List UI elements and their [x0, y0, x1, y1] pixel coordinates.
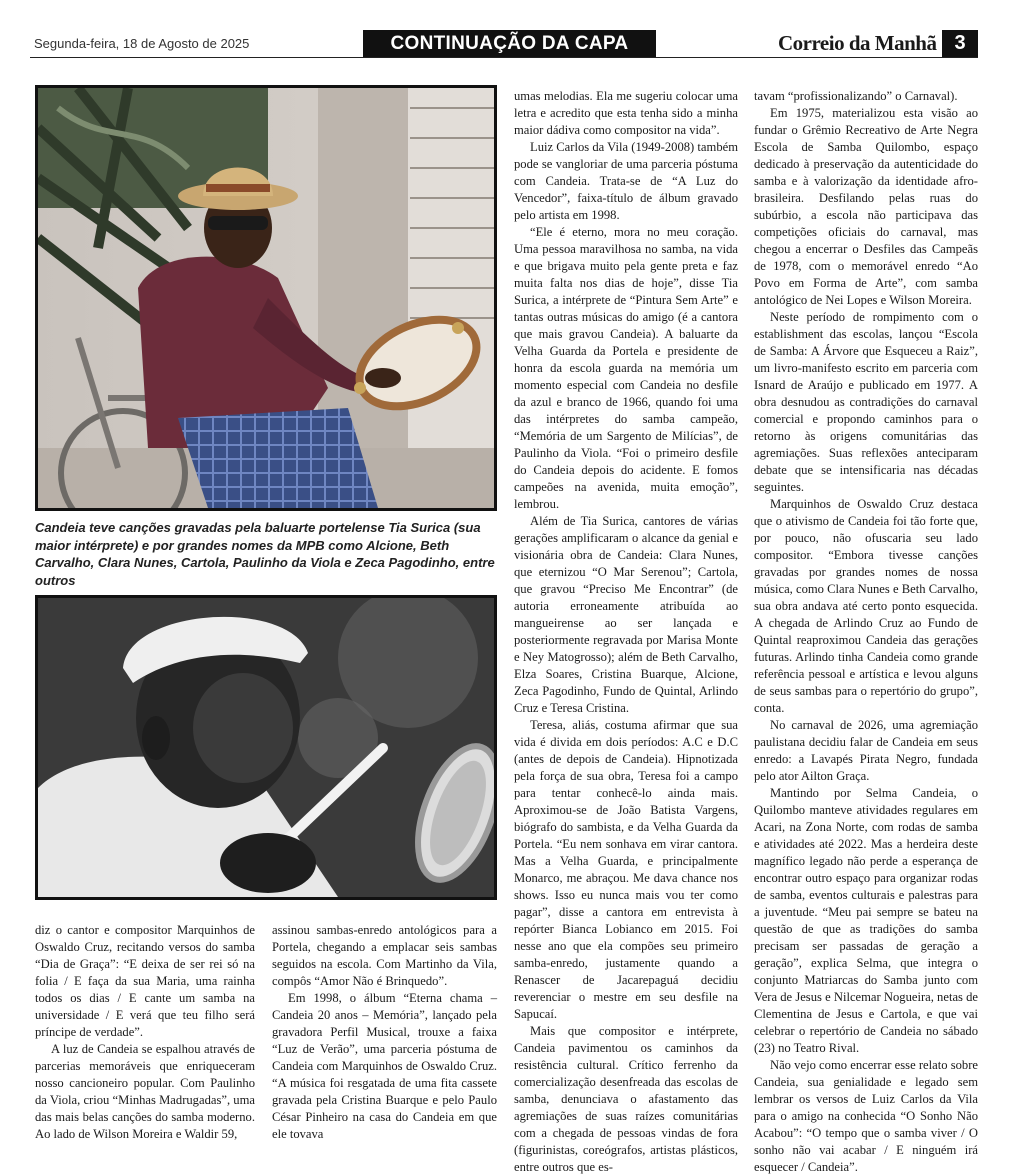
text-column-3 — [514, 88, 738, 1176]
paragraph: Mantindo por Selma Candeia, o Quilombo manteve atividades regulares em Acari, na Zona Norte, com rodas de samba e atividades até 2022. Mas a herdeira deste magnífico legado não perde a esperança de encontrar outro espaço para organizar rodas de samba, eventos culturais e palestras para a juventude. “Meu pai sempre se bateu na questão de que as tradições do samba precisam ser passadas de geração a geração”, explica Selma, que integra o conjunto Matriarcas do Samba junto com Vera de Jesus e Nilcemar Nogueira, netas de Clementina de Jesus e Cartola, e que vai celebrar o repertório de Candeia no sábado (23) no Teatro Rival. — [754, 786, 978, 1055]
photo-illustration — [38, 88, 494, 508]
paragraph: Mais que compositor e intérprete, Candeia pavimentou os caminhos da resistência cultural. Crítico ferrenho da comercialização desenfreada das escolas de samba, denunciava o afastamento das agremiações de suas raízes comunitárias com a chegada de pessoas vindas de fora (figurinistas, coreógrafos, artistas plásticos, entre outros que es- — [514, 1024, 738, 1174]
text-column-4 — [754, 88, 978, 1176]
photo-illustration-bw — [38, 598, 494, 897]
paragraph: Neste período de rompimento com o establishment das escolas, lançou “Escola de Samba: A Árvore que Esqueceu a Raiz”, um livro-manifesto escrito em parceria com Isnard de Araújo e publicado em 1977. A obra desnudou as contradições do carnaval comercial e propondo caminhos para o retorno às origens comunitárias das agremiações. Suas reflexões anteciparam debate que se intensificaria nas décadas seguintes. — [754, 310, 978, 494]
paragraph: diz o cantor e compositor Marquinhos de Oswaldo Cruz, recitando versos do samba “Dia de Graça”: “E deixa de ser rei só na folia / E faça da sua Maria, uma rainha todos os dias / E cante um samba na universidade / E verá que teu filho será príncipe de verdade”. — [35, 923, 255, 1039]
page-header — [30, 30, 978, 58]
text-column-1 — [35, 922, 255, 1143]
newspaper-masthead: Correio da Manhã — [778, 31, 937, 55]
photo-candeia-closeup-pandeiro — [35, 595, 497, 900]
paragraph: tavam “profissionalizando” o Carnaval). — [754, 89, 958, 103]
text-column-2 — [272, 922, 497, 1143]
photo-candeia-wheelchair-pandeiro — [35, 85, 497, 511]
issue-date: Segunda-feira, 18 de Agosto de 2025 — [34, 36, 250, 51]
page-number: 3 — [942, 30, 978, 57]
paragraph: Em 1998, o álbum “Eterna chama – Candeia 20 anos – Memória”, lançado pela gravadora Perfil Musical, trouxe a faixa “Luz de Verão”, uma parceria póstuma de Candeia com Marquinhos de Oswaldo Cruz. “A música foi resgatada de uma fita cassete gravada pela Cristina Buarque e pelo Paulo César Pinheiro na casa do Candeia em que ele tovava — [272, 991, 497, 1141]
paragraph: assinou sambas-enredo antológicos para a Portela, chegando a emplacar seis sambas seguidos na escola. Com Martinho da Vila, compôs “Amor Não é Brinquedo”. — [272, 923, 497, 988]
paragraph: A luz de Candeia se espalhou através de parcerias memoráveis que enriqueceram nosso cancioneiro popular. Com Paulinho da Viola, criou “Minhas Madrugadas”, uma das mais belas canções do samba moderno. Ao lado de Wilson Moreira e Waldir 59, — [35, 1042, 255, 1141]
section-title: CONTINUAÇÃO DA CAPA — [363, 30, 656, 57]
paragraph: “Ele é eterno, mora no meu coração. Uma pessoa maravilhosa no samba, na vida e que brigava muito pela gente preta e faz muita falta nos dias de hoje”, disse Tia Surica, a intérprete de “Pintura Sem Arte” e tantas outras músicas do amigo (é a cantora que mais gravou Candeia). A baluarte da Velha Guarda da Portela e presidente de honra da escola guarda na memória um momento especial com Candeia no desfile da azul e branco de 1966, quando foi uma das intérpretes do samba campeão, “Memória de um Sargento de Milícias”, de Paulinho da Viola. “Foi o primeiro desfile do Candeia depois do acidente. E fomos campeões na avenida, muita emoção”, lembrou. — [514, 225, 738, 511]
paragraph: No carnaval de 2026, uma agremiação paulistana decidiu falar de Candeia em seus enredo: a Lavapés Pirata Negro, fundada pelo ator Ailton Graça. — [754, 718, 978, 783]
paragraph: Não vejo como encerrar esse relato sobre Candeia, sua genialidade e legado sem lembrar os versos de Luiz Carlos da Vila para o amigo na conhecida “O Sonho Não Acabou”: “O tempo que o samba viver / O sonho não vai acabar / E ninguém irá esquecer / Candeia”. — [754, 1058, 978, 1174]
photo-caption: Candeia teve canções gravadas pela baluarte portelense Tia Surica (sua maior intérprete) e por grandes nomes da MPB como Alcione, Beth Carvalho, Clara Nunes, Cartola, Paulinho da Viola e Zeca Pagodinho, entre outros — [35, 520, 495, 588]
paragraph: umas melodias. Ela me sugeriu colocar uma letra e acredito que esta tenha sido a minha maior dádiva como compositor na vida”. — [514, 89, 738, 137]
paragraph: Luiz Carlos da Vila (1949-2008) também pode se vangloriar de uma parceria póstuma com Candeia. Trata-se de “A Luz do Vencedor”, faixa-título de álbum gravado pelo artista em 1998. — [514, 140, 738, 222]
header-rule — [30, 57, 978, 58]
paragraph: Teresa, aliás, costuma afirmar que sua vida é divida em dois períodos: A.C e D.C (antes de depois de Candeia). Hipnotizada pela força de sua obra, Teresa foi a campo para tentar conhecê-lo ainda mais. Aproximou-se de João Batista Vargens, biógrafo do sambista, e da Velha Guarda da Portela. “Eu nem sonhava em virar cantora. Mas a Velha Guarda, e principalmente Monarco, me abraçou. Me dava chance nos shows. Isso eu nunca mais vou ter como pagar”, disse a cantora em entrevista à repórter Bianca Lobianco em 2015. Foi nesse ano que ela compões seu primeiro samba-enredo, justamente quando a Renascer de Jacarepaguá decidiu reverenciar o mestre em seu desfile na Sapucaí. — [514, 718, 738, 1021]
paragraph: Marquinhos de Oswaldo Cruz destaca que o ativismo de Candeia foi tão forte que, por pouco, não ofuscaria seu lado compositor. “Embora tivesse canções gravadas por grandes nomes de nossa música, como Clara Nunes e Beth Carvalho, sua obra andava até certo ponto esquecida. A chegada de Arlindo Cruz ao Fundo de Quintal reaproximou Candeia das gerações futuras. Arlindo tinha Candeia como grande referência pessoal e artística e levou alguns de seus sambas para o repertório do grupo”, conta. — [754, 497, 978, 715]
paragraph: Além de Tia Surica, cantores de várias gerações amplificaram o alcance da genial e visionária obra de Candeia: Clara Nunes, que eternizou “O Mar Serenou”; Cartola, que gravou “Preciso Me Encontrar” (de autoria erroneamente atribuída ao mangueirense ao ser lançada e posteriormente regravada por Marisa Monte e Ney Matogrosso); além de Beth Carvalho, Elza Soares, Cristina Buarque, Alcione, Zeca Pagodinho, Fundo de Quintal, Arlindo Cruz e Teresa Cristina. — [514, 514, 738, 715]
paragraph: Em 1975, materializou esta visão ao fundar o Grêmio Recreativo de Arte Negra Escola de Samba Quilombo, espaço dedicado à preservação da autenticidade do samba e à valorização da identidade afro-brasileira. Desfilando pelas ruas do subúrbio, a escola não participava das competições oficiais do carnaval, mas chegou a encerrar o Desfiles das Campeãs de 1978, com o memorável enredo “Ao Povo em Forma de Arte”, com samba antológico de Nei Lopes e Wilson Moreira. — [754, 106, 978, 307]
